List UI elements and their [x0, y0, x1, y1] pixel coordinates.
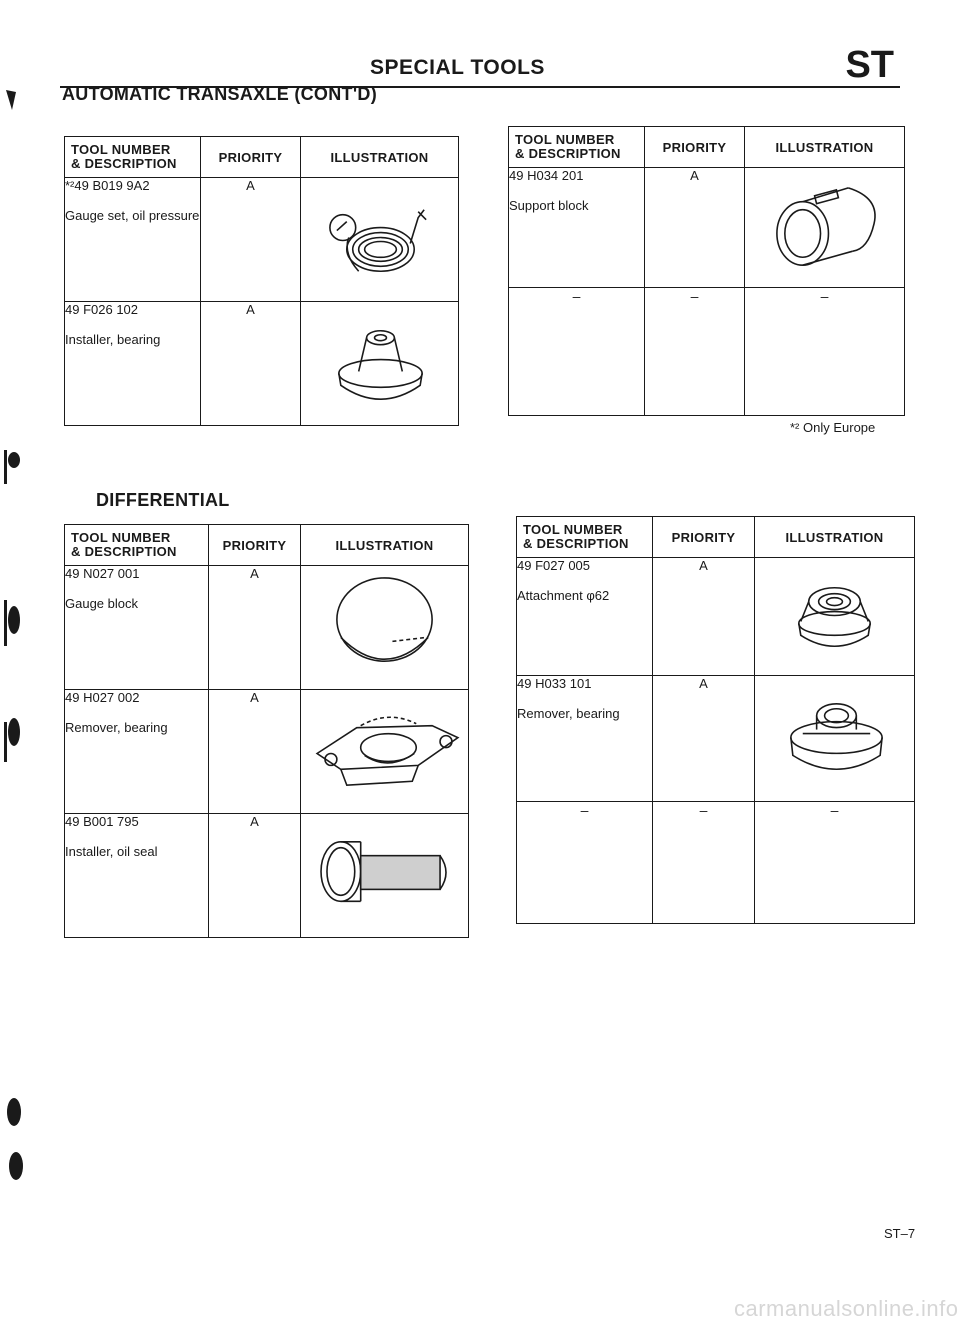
page-title: SPECIAL TOOLS: [370, 56, 545, 79]
tool-priority: A: [209, 690, 301, 814]
tool-cell: [65, 302, 201, 426]
tool-illustration: [301, 814, 469, 938]
tool-priority: A: [201, 302, 301, 426]
tool-illustration: [745, 168, 905, 288]
empty-cell: –: [517, 802, 653, 924]
section-title-transaxle: AUTOMATIC TRANSAXLE (CONT'D): [62, 84, 377, 104]
col-header-priority: PRIORITY: [209, 525, 301, 566]
tool-illustration: [301, 302, 459, 426]
tool-description: Remover, bearing: [517, 706, 620, 721]
empty-cell: –: [745, 288, 905, 416]
col-header-priority: PRIORITY: [653, 517, 755, 558]
empty-cell: –: [645, 288, 745, 416]
tool-priority: A: [653, 558, 755, 676]
tools-table-differential-left: [64, 524, 469, 938]
col-header-illustration: ILLUSTRATION: [755, 517, 915, 558]
table-row: [509, 168, 905, 288]
tool-number: 49 F027 005: [517, 558, 591, 573]
tool-number: 49 B001 795: [65, 814, 139, 829]
page-code: ST: [845, 44, 894, 86]
tool-cell: [65, 814, 209, 938]
empty-cell: –: [653, 802, 755, 924]
col-header-illustration: ILLUSTRATION: [301, 525, 469, 566]
tool-number: 49 H033 101: [517, 676, 592, 691]
table-row: [65, 814, 469, 938]
tool-cell: [517, 558, 653, 676]
empty-cell: –: [509, 288, 645, 416]
tool-illustration: [301, 178, 459, 302]
tool-description: Support block: [509, 198, 589, 213]
page-header: [60, 44, 900, 88]
tool-priority: A: [653, 676, 755, 802]
tool-number: 49 H027 002: [65, 690, 140, 705]
gauge-set-icon: [301, 178, 458, 301]
footer-watermark-url: carmanualsonline.info: [734, 1296, 959, 1321]
tool-illustration: [301, 690, 469, 814]
table-header-row: [509, 127, 905, 168]
table-header-row: [517, 517, 915, 558]
table-row: [65, 566, 469, 690]
table-row: [517, 802, 915, 924]
col-header-tool: TOOL NUMBER & DESCRIPTION: [509, 127, 645, 168]
attachment-icon: [755, 558, 914, 675]
oil-seal-installer-icon: [301, 814, 468, 937]
table-row: [65, 690, 469, 814]
tools-table-differential-right: [516, 516, 915, 924]
table-row: [517, 558, 915, 676]
tool-priority: A: [209, 566, 301, 690]
support-block-icon: [745, 168, 904, 287]
tool-description: Installer, oil seal: [65, 844, 158, 859]
col-header-illustration: ILLUSTRATION: [301, 137, 459, 178]
tools-table-transaxle-right: [508, 126, 905, 416]
bearing-remover-cup-icon: [755, 676, 914, 801]
empty-cell: –: [755, 802, 915, 924]
col-header-tool: TOOL NUMBER & DESCRIPTION: [65, 525, 209, 566]
table-row: [65, 178, 459, 302]
tool-number: 49 H034 201: [509, 168, 584, 183]
tool-priority: A: [209, 814, 301, 938]
section-title-differential: DIFFERENTIAL: [96, 490, 230, 510]
tool-number: 49 N027 001: [65, 566, 140, 581]
tool-cell: [65, 566, 209, 690]
bearing-installer-icon: [301, 302, 458, 425]
table-row: [509, 288, 905, 416]
tool-description: Gauge set, oil pressure: [65, 208, 200, 223]
tool-cell: [65, 178, 201, 302]
binding-marks: [0, 80, 30, 1180]
tool-number: 49 F026 102: [65, 302, 139, 317]
col-header-priority: PRIORITY: [645, 127, 745, 168]
col-header-priority: PRIORITY: [201, 137, 301, 178]
tools-table-transaxle-left: [64, 136, 459, 426]
tool-description: Gauge block: [65, 596, 138, 611]
page-number: ST–7: [884, 1226, 916, 1241]
bearing-remover-icon: [301, 690, 468, 813]
tool-description: Attachment φ62: [517, 588, 610, 603]
table-row: [517, 676, 915, 802]
table-header-row: [65, 137, 459, 178]
tool-description: Remover, bearing: [65, 720, 168, 735]
col-header-illustration: ILLUSTRATION: [745, 127, 905, 168]
gauge-block-icon: [301, 566, 468, 689]
col-header-tool: TOOL NUMBER & DESCRIPTION: [517, 517, 653, 558]
tool-number: *²49 B019 9A2: [65, 178, 150, 193]
tool-illustration: [755, 558, 915, 676]
col-header-tool: TOOL NUMBER & DESCRIPTION: [65, 137, 201, 178]
tool-cell: [65, 690, 209, 814]
tool-illustration: [301, 566, 469, 690]
tool-cell: [517, 676, 653, 802]
tool-illustration: [755, 676, 915, 802]
table-header-row: [65, 525, 469, 566]
table-row: [65, 302, 459, 426]
tool-priority: A: [201, 178, 301, 302]
footnote: *² Only Europe: [790, 420, 876, 435]
tool-priority: A: [645, 168, 745, 288]
tool-description: Installer, bearing: [65, 332, 161, 347]
tool-cell: [509, 168, 645, 288]
